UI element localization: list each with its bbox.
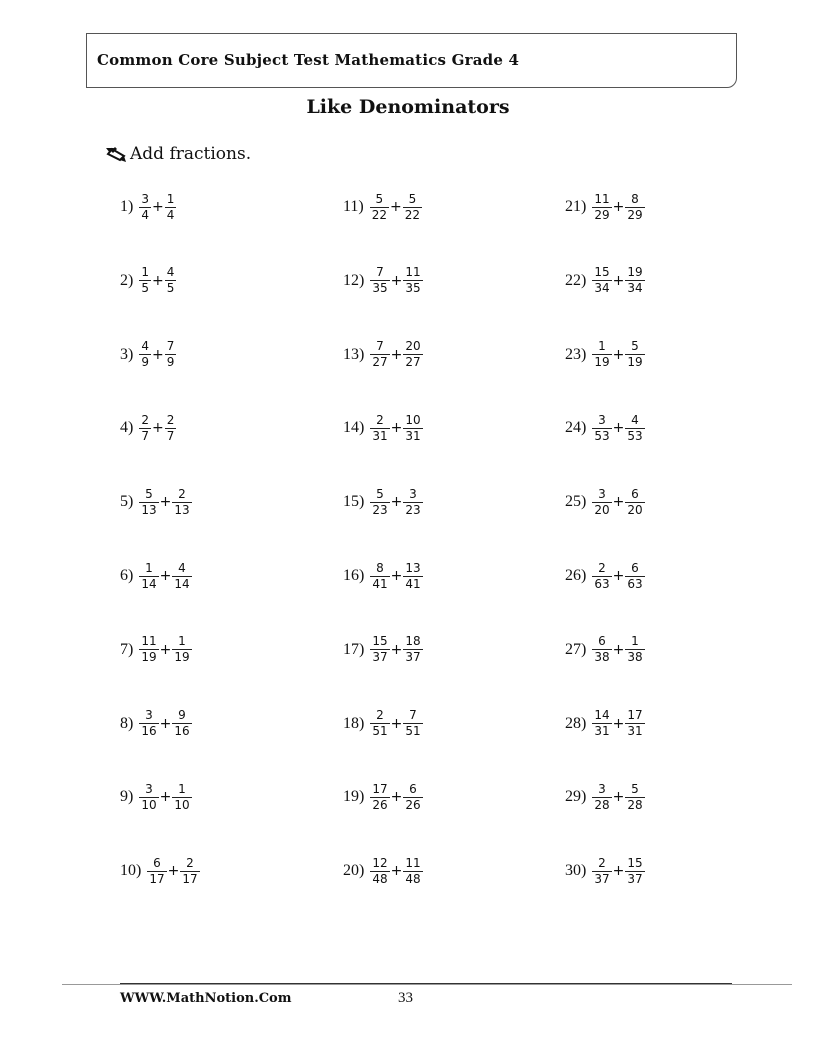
plus-operator: + (151, 199, 164, 215)
numerator: 7 (409, 708, 417, 723)
denominator: 31 (405, 428, 421, 443)
denominator: 23 (372, 502, 388, 517)
denominator: 34 (627, 281, 643, 296)
plus-operator: + (390, 494, 403, 511)
plus-operator: + (390, 272, 403, 289)
numerator: 8 (376, 560, 384, 575)
fraction-right (172, 487, 191, 518)
fraction-right (403, 561, 422, 592)
numerator: 5 (631, 781, 639, 796)
fraction-right (625, 265, 644, 296)
plus-operator: + (612, 789, 625, 806)
problem-number: 23) (565, 345, 587, 363)
numerator: 7 (166, 339, 175, 354)
problem-number: 25) (565, 493, 587, 511)
problem-item (565, 704, 645, 744)
fraction-left (147, 856, 166, 887)
plus-operator: + (390, 789, 403, 806)
denominator: 31 (372, 428, 388, 443)
denominator: 14 (141, 576, 157, 591)
problem-item (120, 704, 192, 744)
denominator: 37 (405, 650, 421, 665)
problem-number: 11) (343, 198, 364, 215)
numerator: 5 (376, 486, 384, 501)
problem-item (565, 851, 645, 891)
denominator: 28 (594, 797, 610, 812)
denominator: 19 (141, 650, 157, 665)
denominator: 31 (627, 724, 643, 739)
numerator: 1 (166, 191, 175, 206)
fraction-left (139, 413, 151, 444)
numerator: 5 (408, 191, 417, 206)
problem-item (343, 777, 423, 817)
denominator: 9 (166, 355, 175, 370)
denominator: 13 (141, 502, 157, 517)
fraction-left (370, 413, 389, 444)
denominator: 4 (141, 207, 149, 222)
problem-item (565, 335, 645, 375)
denominator: 23 (405, 502, 421, 517)
plus-operator: + (612, 641, 625, 658)
problem-item (565, 187, 645, 227)
fraction-right (625, 339, 644, 370)
fraction-right (403, 413, 422, 444)
problem-item (120, 556, 192, 596)
numerator: 2 (166, 412, 175, 427)
fraction-left (370, 487, 389, 518)
fraction-left (370, 708, 389, 739)
problem-item (343, 630, 423, 670)
fraction-right (625, 192, 644, 223)
fraction-right (403, 487, 422, 518)
fraction-left (139, 561, 158, 592)
denominator: 38 (627, 650, 643, 665)
plus-operator: + (151, 346, 164, 363)
problem-number: 3) (120, 345, 134, 363)
plus-operator: + (167, 863, 180, 880)
denominator: 28 (627, 797, 643, 812)
numerator: 4 (166, 265, 175, 280)
numerator: 1 (141, 265, 149, 280)
fraction-right (172, 708, 191, 739)
problem-number: 29) (565, 788, 587, 806)
fraction-left (370, 634, 389, 665)
denominator: 35 (405, 281, 421, 296)
denominator: 13 (174, 502, 190, 517)
plus-operator: + (612, 863, 625, 880)
denominator: 53 (627, 428, 643, 443)
problem-item (565, 482, 645, 522)
problem-number: 14) (343, 419, 365, 437)
fraction-left (592, 561, 611, 592)
denominator: 27 (405, 355, 421, 370)
fraction-right (625, 634, 644, 665)
numerator: 2 (376, 708, 384, 723)
fraction-right (172, 561, 191, 592)
problem-item (120, 482, 192, 522)
plus-operator: + (612, 715, 625, 732)
denominator: 41 (405, 576, 421, 591)
fraction-left (139, 339, 151, 370)
denominator: 34 (594, 281, 610, 296)
denominator: 35 (372, 281, 388, 296)
fraction-right (403, 708, 422, 739)
fraction-right (625, 413, 644, 444)
fraction-left (592, 265, 611, 296)
numerator: 14 (594, 708, 610, 723)
fraction-left (592, 634, 611, 665)
problem-number: 24) (565, 419, 587, 437)
denominator: 7 (166, 428, 175, 443)
fraction-right (625, 856, 644, 887)
denominator: 14 (174, 576, 190, 591)
plus-operator: + (612, 199, 625, 215)
fraction-right (625, 782, 644, 813)
denominator: 5 (166, 281, 175, 296)
problem-number: 5) (120, 493, 134, 511)
denominator: 22 (404, 207, 421, 222)
denominator: 4 (166, 207, 175, 222)
problem-number: 8) (120, 714, 134, 732)
denominator: 20 (594, 502, 610, 517)
numerator: 8 (631, 191, 639, 206)
problem-number: 28) (565, 714, 587, 732)
denominator: 10 (174, 797, 190, 812)
numerator: 20 (405, 339, 421, 354)
numerator: 5 (631, 339, 639, 354)
problem-number: 1) (120, 198, 134, 215)
numerator: 3 (598, 486, 606, 501)
plus-operator: + (159, 789, 172, 806)
plus-operator: + (151, 272, 164, 289)
instruction-text: Add fractions. (130, 144, 252, 164)
numerator: 15 (372, 634, 388, 649)
problem-number: 6) (120, 567, 134, 584)
numerator: 1 (178, 634, 186, 649)
problem-item (343, 187, 422, 227)
numerator: 11 (594, 191, 610, 206)
page-title: Like Denominators (306, 96, 510, 118)
plus-operator: + (390, 346, 403, 363)
numerator: 17 (372, 781, 388, 796)
fraction-right (172, 782, 191, 813)
fraction-left (139, 708, 158, 739)
plus-operator: + (390, 199, 402, 215)
problem-number: 22) (565, 271, 587, 289)
numerator: 5 (145, 486, 153, 501)
numerator: 17 (627, 708, 643, 723)
header-box (86, 33, 737, 88)
fraction-left (139, 192, 151, 223)
footer-divider (62, 984, 792, 985)
numerator: 6 (631, 486, 639, 501)
numerator: 1 (145, 560, 153, 575)
problem-item (565, 777, 645, 817)
plus-operator: + (612, 568, 625, 584)
denominator: 51 (372, 724, 388, 739)
plus-operator: + (151, 420, 164, 437)
fraction-right (165, 265, 177, 296)
numerator: 3 (141, 191, 149, 206)
fraction-left (370, 265, 389, 296)
plus-operator: + (390, 568, 403, 584)
fraction-left (139, 265, 151, 296)
numerator: 6 (409, 781, 417, 796)
problem-item (120, 187, 176, 227)
fraction-left (592, 487, 611, 518)
numerator: 4 (631, 412, 639, 427)
problem-item (120, 261, 176, 301)
numerator: 13 (405, 560, 421, 575)
fraction-left (592, 782, 611, 813)
numerator: 1 (178, 781, 186, 796)
denominator: 37 (372, 650, 388, 665)
problem-number: 17) (343, 640, 365, 658)
numerator: 12 (372, 855, 388, 870)
numerator: 6 (153, 855, 161, 870)
problem-number: 15) (343, 493, 365, 511)
plus-operator: + (159, 715, 172, 732)
problem-number: 7) (120, 640, 134, 658)
denominator: 37 (627, 871, 643, 886)
fraction-right (165, 413, 177, 444)
problem-item (343, 482, 423, 522)
denominator: 5 (141, 281, 149, 296)
fraction-left (139, 634, 158, 665)
numerator: 18 (405, 634, 421, 649)
denominator: 31 (594, 724, 610, 739)
numerator: 7 (376, 265, 384, 280)
denominator: 29 (627, 207, 643, 222)
denominator: 53 (594, 428, 610, 443)
numerator: 3 (409, 486, 417, 501)
fraction-right (403, 634, 422, 665)
denominator: 17 (149, 871, 165, 886)
problem-item (565, 261, 645, 301)
instruction (104, 144, 251, 164)
plus-operator: + (390, 641, 403, 658)
denominator: 37 (594, 871, 610, 886)
problem-item (120, 777, 192, 817)
denominator: 10 (141, 797, 157, 812)
numerator: 3 (598, 781, 606, 796)
numerator: 15 (594, 265, 610, 280)
plus-operator: + (612, 346, 625, 363)
denominator: 48 (372, 871, 388, 886)
problem-number: 9) (120, 788, 134, 806)
numerator: 2 (141, 412, 149, 427)
denominator: 20 (627, 502, 643, 517)
fraction-left (370, 192, 389, 223)
numerator: 2 (598, 560, 606, 575)
numerator: 11 (141, 634, 157, 649)
numerator: 2 (376, 412, 384, 427)
denominator: 19 (627, 355, 643, 370)
problem-item (120, 408, 176, 448)
fraction-right (180, 856, 199, 887)
problem-number: 30) (565, 862, 587, 880)
problem-item (343, 261, 423, 301)
fraction-right (625, 708, 644, 739)
numerator: 6 (598, 634, 606, 649)
fraction-right (165, 339, 177, 370)
problem-number: 20) (343, 862, 365, 880)
plus-operator: + (159, 641, 172, 658)
denominator: 51 (405, 724, 421, 739)
denominator: 41 (372, 576, 388, 591)
problem-number: 19) (343, 788, 365, 806)
fraction-left (370, 856, 389, 887)
numerator: 11 (405, 265, 421, 280)
problem-item (343, 335, 423, 375)
problem-number: 21) (565, 198, 587, 215)
problem-number: 2) (120, 271, 134, 289)
fraction-right (403, 339, 422, 370)
problem-item (343, 704, 423, 744)
header-title: Common Core Subject Test Mathematics Grade 4 (97, 51, 520, 69)
denominator: 17 (182, 871, 198, 886)
plus-operator: + (390, 420, 403, 437)
problem-number: 13) (343, 345, 365, 363)
numerator: 5 (375, 191, 384, 206)
denominator: 48 (405, 871, 421, 886)
numerator: 3 (145, 708, 153, 723)
page-number: 33 (398, 990, 413, 1006)
fraction-right (403, 782, 422, 813)
fraction-right (403, 192, 422, 223)
denominator: 7 (141, 428, 149, 443)
problem-item (343, 408, 423, 448)
fraction-left (592, 413, 611, 444)
fraction-left (139, 487, 158, 518)
denominator: 29 (594, 207, 610, 222)
numerator: 1 (631, 634, 639, 649)
fraction-right (172, 634, 191, 665)
pencil-icon (104, 144, 128, 164)
denominator: 38 (594, 650, 610, 665)
fraction-left (592, 339, 611, 370)
denominator: 19 (594, 355, 610, 370)
fraction-left (370, 782, 389, 813)
numerator: 19 (627, 265, 643, 280)
denominator: 16 (174, 724, 190, 739)
problem-item (343, 851, 423, 891)
plus-operator: + (612, 420, 625, 437)
problem-item (565, 556, 645, 596)
problem-number: 26) (565, 567, 587, 584)
numerator: 7 (376, 339, 384, 354)
denominator: 63 (594, 576, 610, 591)
plus-operator: + (159, 494, 172, 511)
problem-item (565, 630, 645, 670)
plus-operator: + (612, 494, 625, 511)
problem-item (120, 851, 200, 891)
plus-operator: + (612, 272, 625, 289)
footer-divider-inner (120, 983, 732, 984)
numerator: 10 (405, 412, 421, 427)
problem-number: 10) (120, 862, 142, 880)
numerator: 11 (405, 855, 421, 870)
denominator: 22 (371, 207, 388, 222)
numerator: 15 (627, 855, 643, 870)
problem-item (120, 630, 192, 670)
denominator: 26 (372, 797, 388, 812)
fraction-left (370, 339, 389, 370)
problem-number: 16) (343, 567, 365, 584)
numerator: 1 (598, 339, 606, 354)
denominator: 16 (141, 724, 157, 739)
denominator: 19 (174, 650, 190, 665)
denominator: 27 (372, 355, 388, 370)
problem-item (565, 408, 645, 448)
fraction-right (625, 487, 644, 518)
fraction-left (592, 192, 611, 223)
fraction-left (139, 782, 158, 813)
numerator: 3 (145, 781, 153, 796)
problem-number: 27) (565, 640, 587, 658)
numerator: 4 (141, 339, 149, 354)
fraction-left (370, 561, 389, 592)
problem-item (343, 556, 423, 596)
fraction-right (403, 856, 422, 887)
fraction-right (165, 192, 177, 223)
numerator: 9 (178, 708, 186, 723)
denominator: 26 (405, 797, 421, 812)
problem-number: 12) (343, 271, 365, 289)
denominator: 9 (141, 355, 149, 370)
problem-number: 18) (343, 714, 365, 732)
fraction-right (625, 561, 644, 592)
plus-operator: + (390, 863, 403, 880)
fraction-right (403, 265, 422, 296)
plus-operator: + (390, 715, 403, 732)
numerator: 3 (598, 412, 606, 427)
numerator: 6 (631, 560, 639, 575)
numerator: 2 (598, 855, 606, 870)
plus-operator: + (159, 568, 172, 584)
denominator: 63 (627, 576, 643, 591)
numerator: 2 (186, 855, 194, 870)
footer-website: WWW.MathNotion.Com (120, 991, 292, 1006)
numerator: 2 (178, 486, 186, 501)
problem-number: 4) (120, 419, 134, 437)
problem-item (120, 335, 176, 375)
numerator: 4 (178, 560, 186, 575)
fraction-left (592, 708, 611, 739)
fraction-left (592, 856, 611, 887)
